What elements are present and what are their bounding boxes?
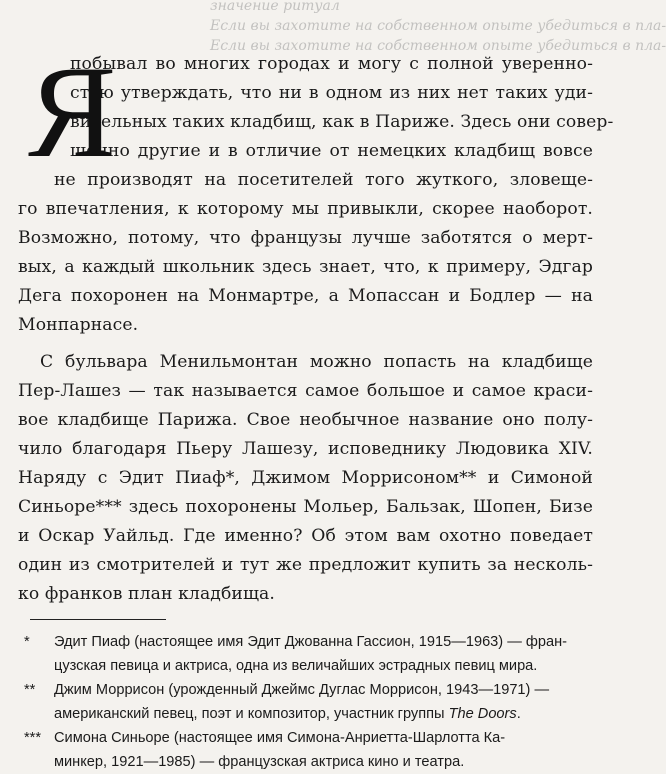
footnote-text-end: . [516,706,521,722]
drop-cap: Я [28,38,117,185]
footnote-divider [30,619,166,620]
text-line: ко франков план кладбища. [18,584,275,604]
text-line: Монпарнасе. [18,315,139,335]
footnote-mark: *** [24,730,42,746]
text-line: вительных таких кладбищ, как в Париже. Здесь они совер- [70,112,614,132]
footnote-line: минкер, 1921—1985) — французская актриса кино и театра. [54,754,465,770]
text-line: Наряду с Эдит Пиаф*, Джимом Моррисоном** и Симоной [18,468,593,488]
paragraph-2 [18,348,593,609]
text-line: вых, а каждый школьник здесь знает, что, к примеру, Эдгар [18,257,593,277]
text-line: Возможно, потому, что французы лучше заботятся о мерт- [18,228,593,248]
text-line: шенно другие и в отличие от немецких кладбищ вовсе [70,141,593,161]
bleed-line: Если вы захотите на собственном опыте убедиться в пла- [210,18,666,34]
footnote-3 [18,726,593,774]
text-line: Синьоре*** здесь похоронены Мольер, Бальзак, Шопен, Бизе [18,497,593,517]
footnote-1 [18,630,593,678]
footnote-line: цузская певица и актриса, одна из величайших эстрадных певиц мира. [54,658,538,674]
footnote-mark: * [24,634,30,650]
text-line: и Оскар Уайльд. Где именно? Об этом вам охотно поведает [18,526,593,546]
text-line: чило благодаря Пьеру Лашезу, исповеднику Людовика XIV. [18,439,593,459]
bleed-line: значение ритуал [210,0,340,14]
footnote-line: Симона Синьоре (настоящее имя Симона-Анриетта-Шарлотта Ка- [54,730,506,746]
band-name: The Doors [448,706,517,722]
text-line: Пер-Лашез — так называется самое большое и самое краси- [18,381,593,401]
text-line: С бульвара Менильмонтан можно попасть на кладбище [40,352,593,372]
text-line: вое кладбище Парижа. Свое необычное название оно полу- [18,410,593,430]
footnotes [18,630,593,774]
text-line: побывал во многих городах и могу с полной уверенно- [70,54,593,74]
bleed-line: Если вы захотите на собственном опыте убедиться в пла- [210,38,666,54]
text-line: один из смотрителей и тут же предложит купить за несколь- [18,555,593,575]
text-line: стью утверждать, что ни в одном из них нет таких уди- [70,83,593,103]
bleed-through-text [210,0,666,56]
footnote-mark: ** [24,682,36,698]
footnote-line: Джим Моррисон (урожденный Джеймс Дуглас Моррисон, 1943—1971) — [54,682,550,698]
footnote-line: Эдит Пиаф (настоящее имя Эдит Джованна Гассион, 1915—1963) — фран- [54,634,568,650]
footnote-line [54,702,593,726]
text-line: не производят на посетителей того жуткого, зловеще- [54,170,593,190]
text-line: Дега похоронен на Монмартре, а Мопассан и Бодлер — на [18,286,593,306]
footnote-text: американский певец, поэт и композитор, участник группы [54,706,449,722]
text-line: го впечатления, к которому мы привыкли, скорее наоборот. [18,199,593,219]
footnote-2 [18,678,593,726]
